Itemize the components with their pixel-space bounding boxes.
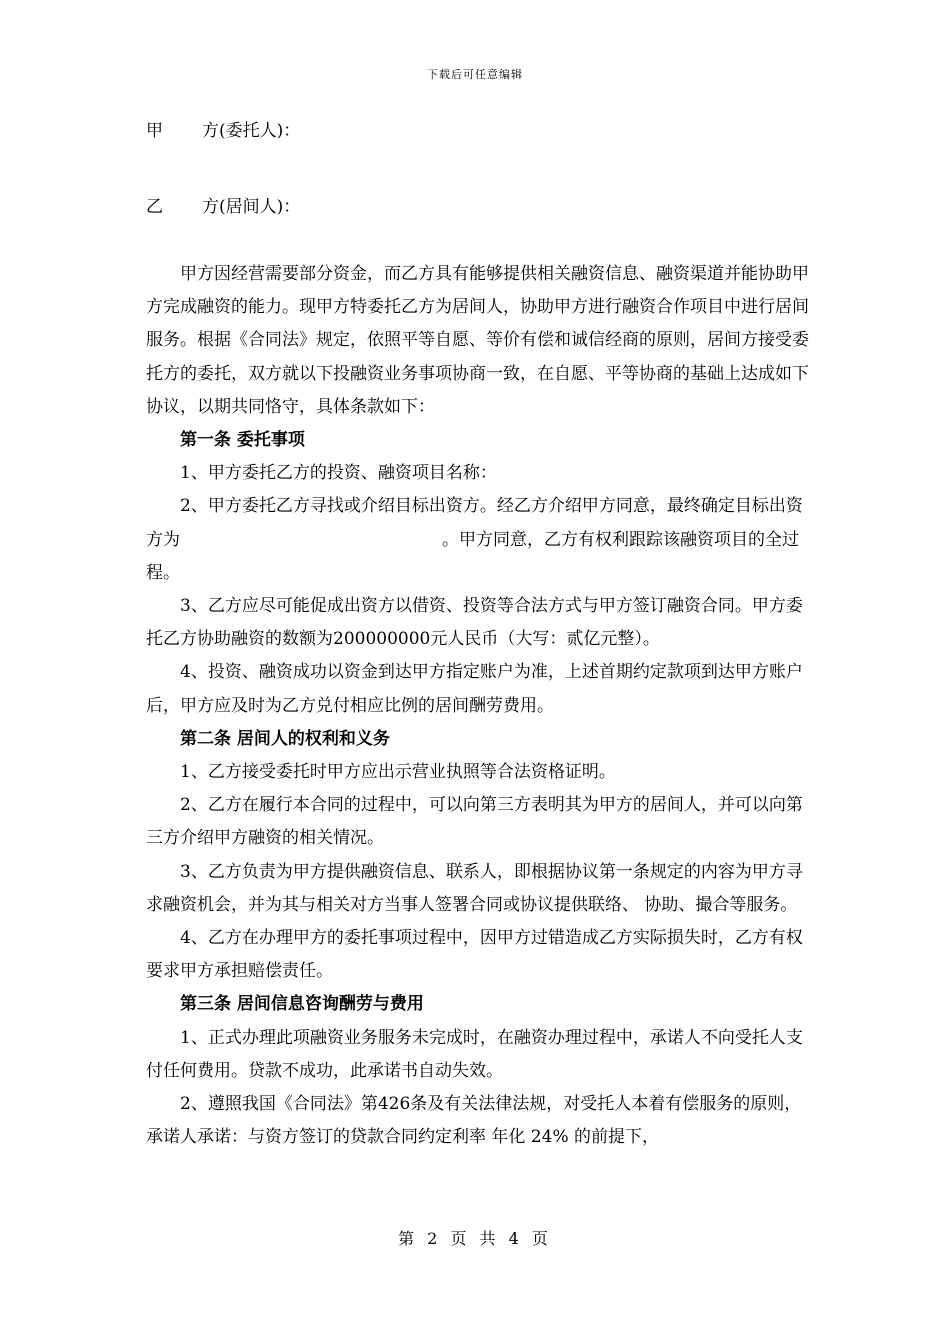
article1-clause4: 4、投资、融资成功以资金到达甲方指定账户为准，上述首期约定款项到达甲方账户后，甲方应及时为乙方兑付相应比例的居间酬劳费用。 (146, 662, 803, 716)
party-a-role: 方(委托人)： (202, 121, 301, 141)
article2-title: 第二条 居间人的权利和义务 (180, 728, 390, 749)
article1-clause2-before: 2、甲方委托乙方寻找或介绍目标出资方。经乙方介绍甲方同意，最终确定目标出资方为 (146, 496, 803, 550)
article1-clause3: 3、乙方应尽可能促成出资方以借资、投资等合法方式与甲方签订融资合同。甲方委托乙方协助融资的数额为200000000元人民币（大写：贰亿元整）。 (146, 596, 803, 650)
article1-clause2 (146, 490, 810, 590)
article2-clause1: 1、乙方接受委托时甲方应出示营业执照等合法资格证明。 (180, 762, 616, 783)
article2-clause2: 2、乙方在履行本合同的过程中，可以向第三方表明其为甲方的居间人，并可以向第三方介绍甲方融资的相关情况。 (146, 795, 803, 849)
article3-clause1: 1、正式办理此项融资业务服务未完成时，在融资办理过程中，承诺人不向受托人支付任何费用。贷款不成功，此承诺书自动失效。 (146, 1027, 803, 1081)
party-a-label: 甲 (146, 121, 163, 141)
party-b-role: 方(居间人)： (202, 197, 301, 217)
article2-clause4: 4、乙方在办理甲方的委托事项过程中，因甲方过错造成乙方实际损失时，乙方有权要求甲方承担赔偿责任。 (146, 928, 803, 982)
intro-paragraph: 甲方因经营需要部分资金，而乙方具有能够提供相关融资信息、融资渠道并能协助甲方完成融资的能力。现甲方特委托乙方为居间人，协助甲方进行融资合作项目中进行居间服务。根据《合同法》规定，依照平等自愿、等价有偿和诚信经商的原则，居间方接受委托方的委托，双方就以下投融资业务事项协商一致，在自愿、平等协商的基础上达成如下协议，以期共同恪守，具体条款如下： (146, 264, 809, 417)
page-header: 下载后可任意编辑 (427, 68, 523, 81)
contract-body (146, 258, 810, 1154)
page-footer: 第 2 页 共 4 页 (398, 1229, 552, 1248)
party-a-line (146, 116, 300, 141)
party-b-label: 乙 (146, 197, 163, 217)
article2-clause3: 3、乙方负责为甲方提供融资信息、联系人，即根据协议第一条规定的内容为甲方寻求融资机会，并为其与相关对方当事人签署合同或协议提供联络、 协助、撮合等服务。 (146, 861, 803, 915)
article1-title: 第一条 委托事项 (180, 430, 305, 451)
party-b-line (146, 192, 300, 217)
article3-clause2: 2、遵照我国《合同法》第426条及有关法律法规，对受托人本着有偿服务的原则，承诺人承诺：与资方签订的贷款合同约定利率 年化 24% 的前提下， (146, 1094, 802, 1148)
article1-clause1: 1、甲方委托乙方的投资、融资项目名称： (180, 463, 497, 484)
article1-clause2-after: 。甲方同意，乙方有权利跟踪该融资项目的全过程。 (146, 529, 799, 583)
article3-title: 第三条 居间信息咨询酬劳与费用 (180, 994, 424, 1015)
